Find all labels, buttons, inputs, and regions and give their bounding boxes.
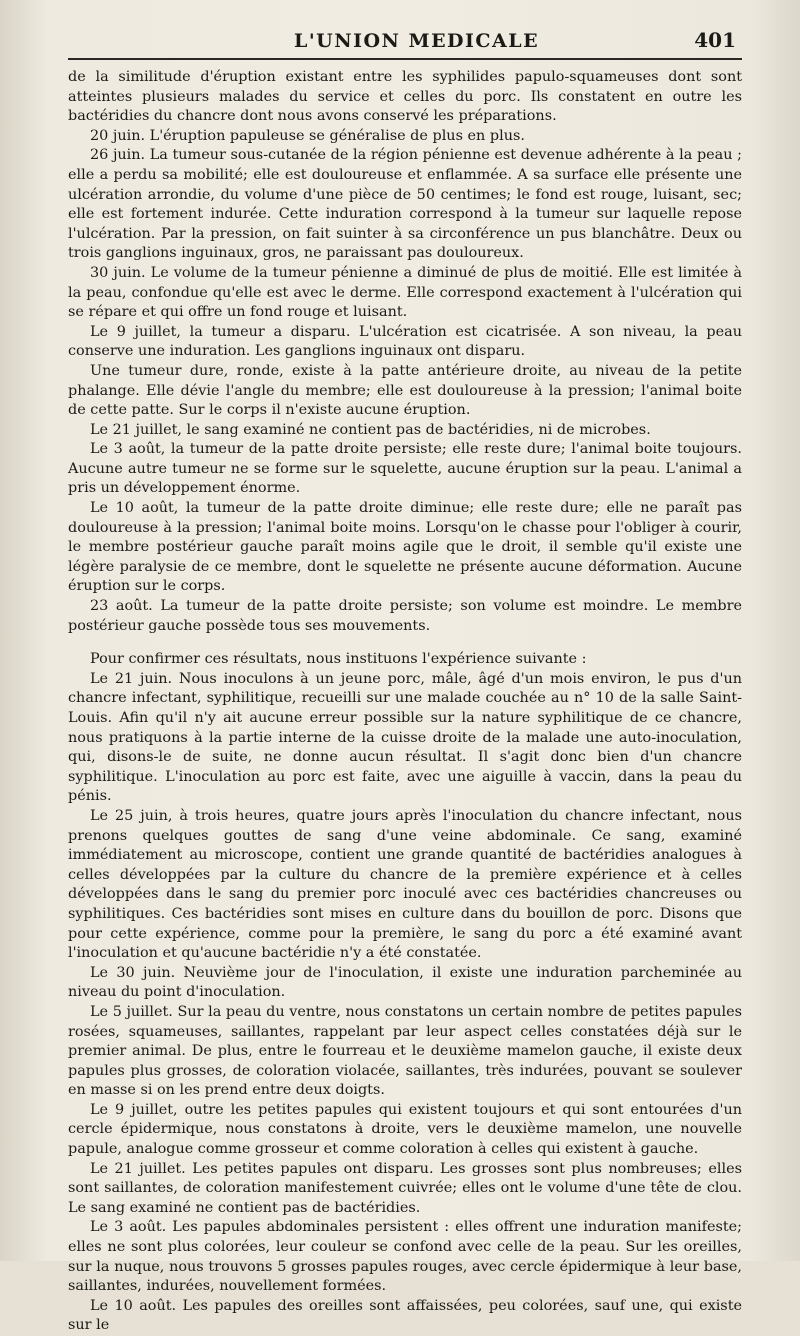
running-header — [294, 28, 736, 52]
paragraph: 30 juin. Le volume de la tumeur pénienne a diminué de plus de moitié. Elle est limitée à la peau, confondue qu'elle est avec le derme. Elle correspond exactement à l'ulcération qui se répare et qui offre un fond rouge et luisant. — [68, 264, 742, 321]
paragraph: Le 9 juillet, la tumeur a disparu. L'ulcération est cicatrisée. A son niveau, la peau conserve une induration. Les ganglions inguinaux ont disparu. — [68, 323, 742, 360]
paragraph: Le 21 juin. Nous inoculons à un jeune porc, mâle, âgé d'un mois environ, le pus d'un chancre infectant, syphilitique, recueilli sur une malade couchée au n° 10 de la salle Saint-Louis. Afin qu'il n'y ait aucune erreur possible sur la nature syphilitique de ce chancre, nous pratiquons à la partie interne de la cuisse droite de la malade une auto-inoculation, qui, disons-le de suite, ne donne aucun résultat. Il s'agit donc bien d'un chancre syphilitique. L'inoculation au porc est faite, avec une aiguille à vaccin, dans la peau du pénis. — [68, 670, 742, 805]
paragraph: Le 3 août. Les papules abdominales persistent : elles offrent une induration manifeste; elles ne sont plus colorées, leur couleur se confond avec celle de la peau. Sur les oreilles, sur la nuque, nous trouvons 5 grosses papules rouges, avec cercle épidermique à leur base, saillantes, indurées, nouvellement formées. — [68, 1219, 742, 1295]
paragraph: Le 25 juin, à trois heures, quatre jours après l'inoculation du chancre infectant, nous prenons quelques gouttes de sang d'une veine abdominale. Ce sang, examiné immédiatement au microscope, contient une grande quantité de bactéridies analogues à celles développées par la culture du chancre de la première expérience et à celles développées dans le sang du premier porc inoculé avec ces bactéridies chancreuses ou syphilitiques. Ces bactéridies sont mises en culture dans du bouillon de porc. Disons que pour cette expérience, comme pour la première, le sang du porc a été examiné avant l'inoculation et qu'aucune bactéridie n'y a été constatée. — [68, 807, 742, 962]
paragraph: Une tumeur dure, ronde, existe à la patte antérieure droite, au niveau de la petite phalange. Elle dévie l'angle du membre; elle est douloureuse à la pression; l'animal boite de cette patte. Sur le corps il n'existe aucune éruption. — [68, 362, 742, 419]
paragraph: Pour confirmer ces résultats, nous instituons l'expérience suivante : — [90, 651, 587, 668]
paragraph: Le 5 juillet. Sur la peau du ventre, nous constatons un certain nombre de petites papules rosées, squameuses, saillantes, rappelant par leur aspect celles constatées déjà sur le premier animal. De plus, entre le fourreau et le deuxième mamelon gauche, il existe deux papules plus grosses, de coloration violacée, saillantes, très indurées, pouvant se soulever en masse si on les prend entre deux doigts. — [68, 1003, 742, 1099]
paragraph: 20 juin. L'éruption papuleuse se généralise de plus en plus. — [90, 127, 525, 144]
paragraph: Le 10 août, la tumeur de la patte droite diminue; elle reste dure; elle ne paraît pas douloureuse à la pression; l'animal boite moins. Lorsqu'on le chasse pour l'obliger à courir, le membre postérieur gauche paraît moins agile que le droit, il semble qu'il existe une légère paralysie de ce membre, dont le squelette ne présente aucune déformation. Aucune éruption sur le corps. — [68, 500, 742, 595]
page-number: 401 — [694, 28, 736, 52]
paragraph: Le 30 juin. Neuvième jour de l'inoculation, il existe une induration parcheminée au niveau du point d'inoculation. — [68, 964, 742, 1001]
paragraph: Le 9 juillet, outre les petites papules qui existent toujours et qui sont entourées d'un cercle épidermique, nous constatons à droite, vers le deuxième mamelon, une nouvelle papule, analogue comme grosseur et comme coloration à celles qui existent à gauche. — [68, 1101, 742, 1158]
body-text — [68, 68, 742, 1336]
journal-title: L'UNION MEDICALE — [294, 30, 540, 52]
paragraph: Le 21 juillet, le sang examiné ne contient pas de bactéridies, ni de microbes. — [90, 421, 651, 438]
paragraph: de la similitude d'éruption existant entre les syphilides papulo-squameuses dont sont atteintes plusieurs malades du service et celles du porc. Ils constatent en outre les bactéridies du chancre dont nous avons conservé les préparations. — [68, 69, 742, 125]
paragraph: 26 juin. La tumeur sous-cutanée de la région pénienne est devenue adhérente à la peau ; elle a perdu sa mobilité; elle est douloureuse et enflammée. A sa surface elle présente une ulcération arrondie, du volume d'une pièce de 50 centimes; le fond est rouge, luisant, sec; elle est fortement indurée. Cette induration correspond à la tumeur sur laquelle repose l'ulcération. Par la pression, on fait suinter à sa circonférence un pus blanchâtre. Deux ou trois ganglions inguinaux, gros, ne paraissant pas douloureux. — [68, 147, 742, 262]
paragraph: Le 10 août. Les papules des oreilles sont affaissées, peu colorées, sauf une, qui existe sur le — [68, 1297, 742, 1334]
paragraph: Le 21 juillet. Les petites papules ont disparu. Les grosses sont plus nombreuses; elles sont saillantes, de coloration manifestement cuivrée; elles ont le volume d'une tête de clou. Le sang examiné ne contient pas de bactéridies. — [68, 1160, 742, 1216]
paragraph: Le 3 août, la tumeur de la patte droite persiste; elle reste dure; l'animal boite toujours. Aucune autre tumeur ne se forme sur le squelette, aucune éruption sur la peau. L'animal a pris un développement énorme. — [68, 441, 742, 497]
paragraph: 23 août. La tumeur de la patte droite persiste; son volume est moindre. Le membre postérieur gauche possède tous ses mouvements. — [68, 598, 742, 634]
header-rule — [68, 58, 742, 60]
